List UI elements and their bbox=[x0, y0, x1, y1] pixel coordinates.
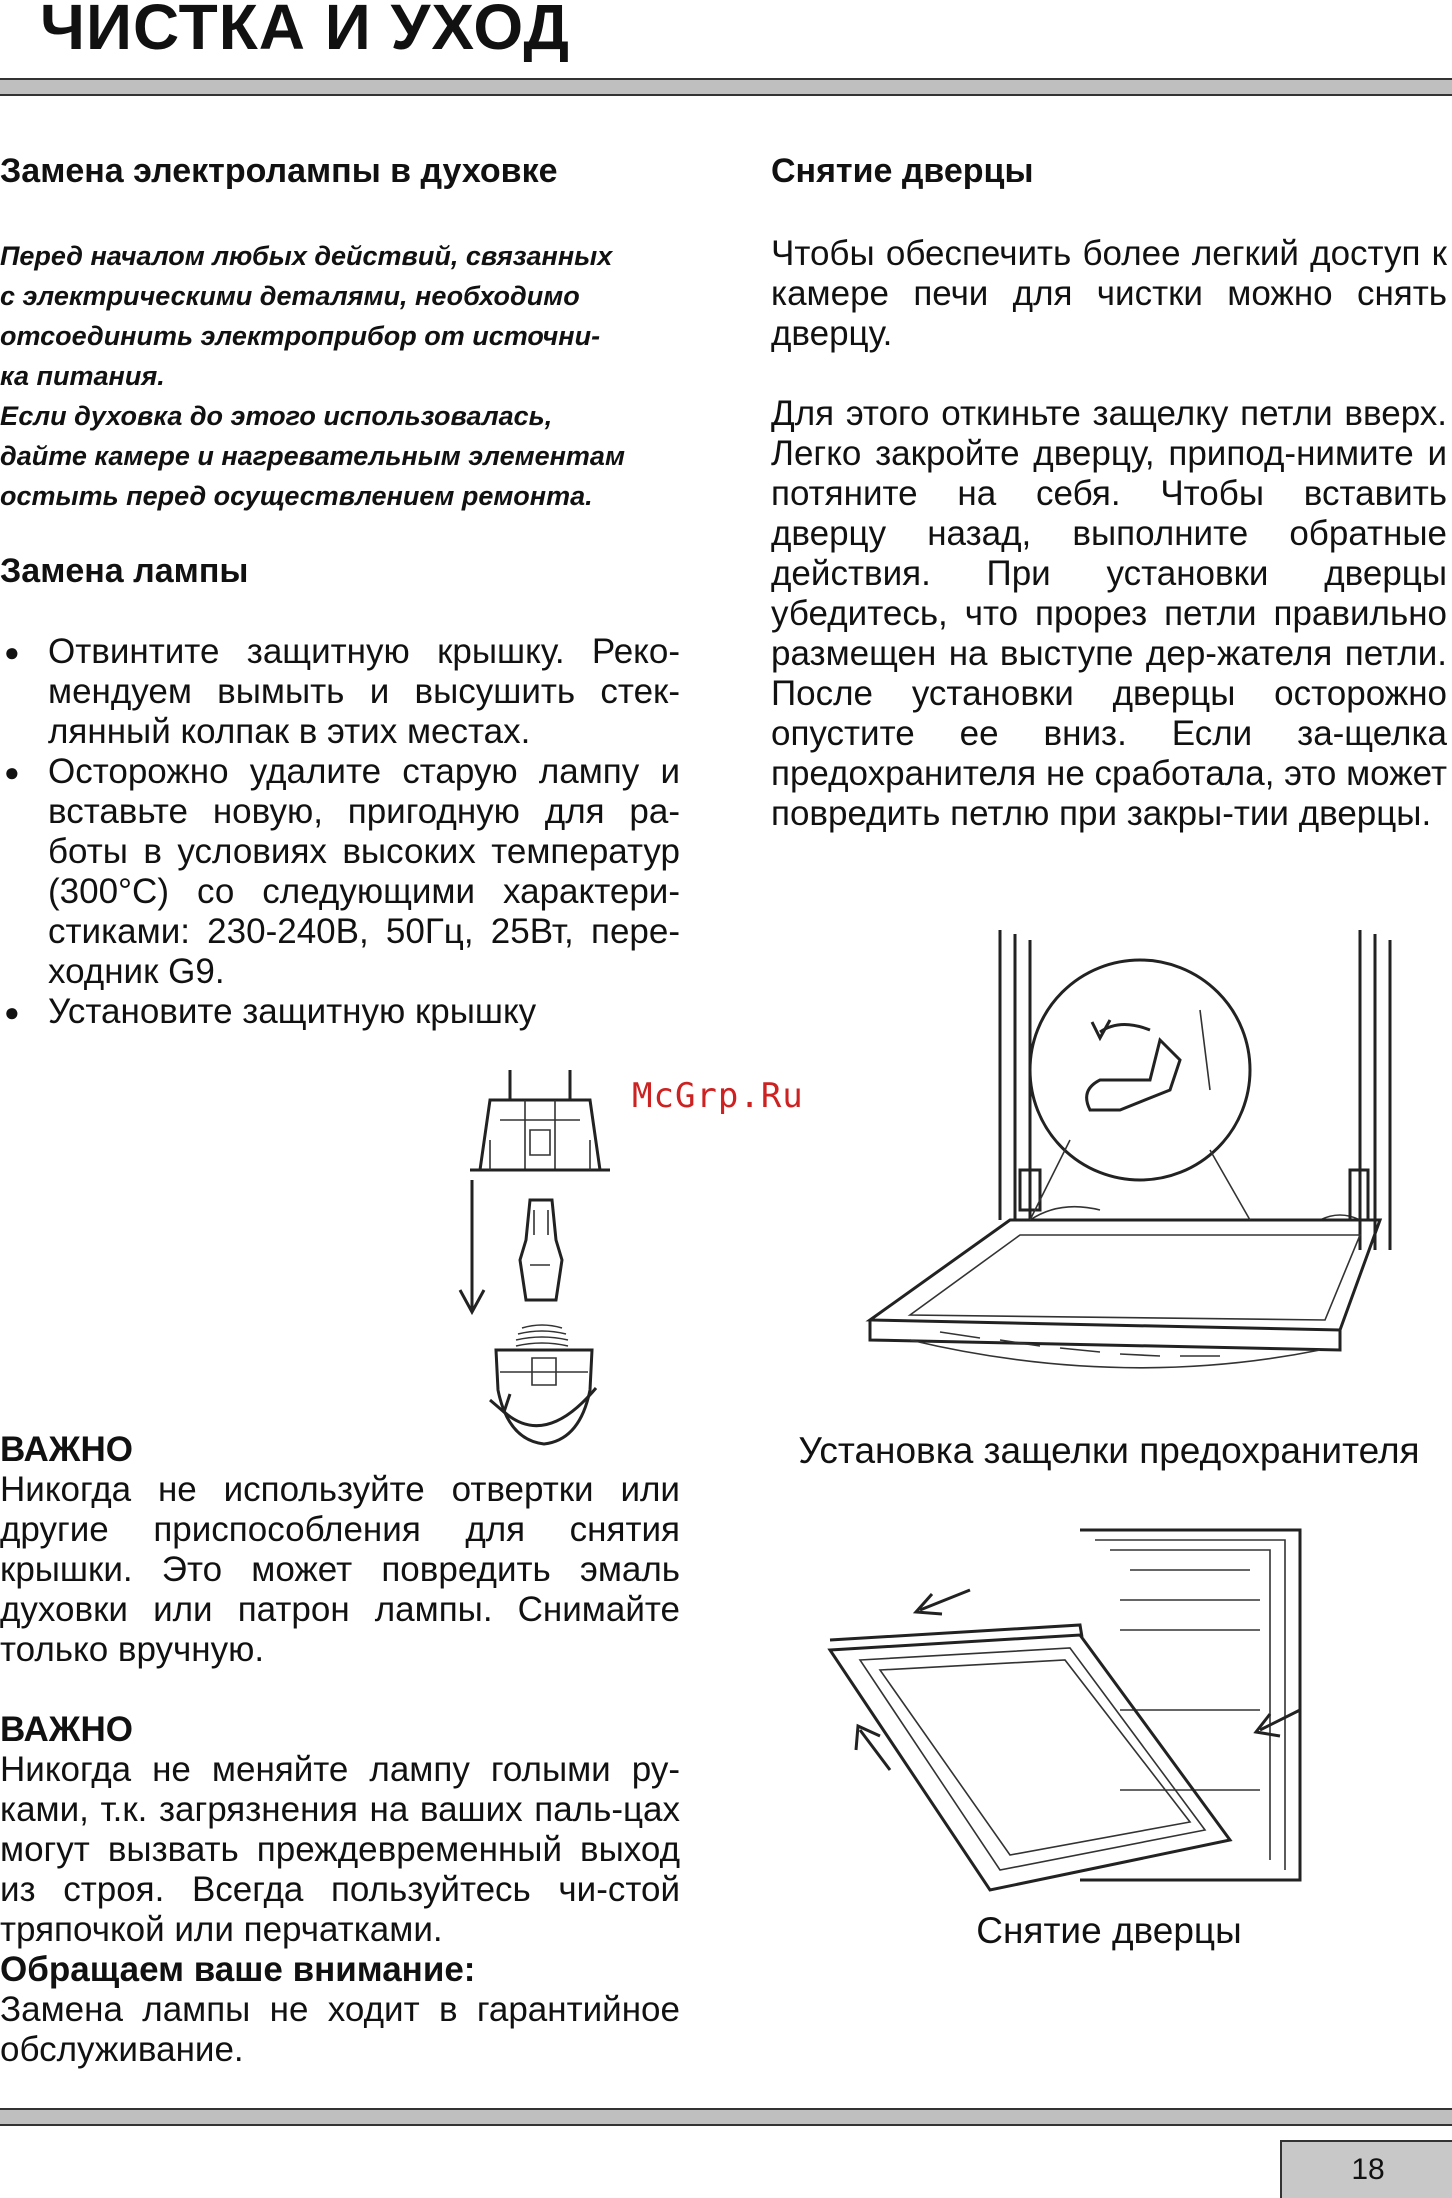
step-text: Осторожно удалите старую лампу и вставьте новую, пригодную для ра-боты в условиях высоких температур (300°С) со следующими характери-стиками: 230-240В, 50Гц, 25Вт, пере-ходник G9. bbox=[48, 752, 680, 991]
warning-line: с электрическими деталями, необходимо bbox=[0, 281, 580, 311]
lamp-steps-list bbox=[0, 632, 680, 1032]
warning-line: дайте камере и нагревательным элементам bbox=[0, 441, 625, 471]
safety-warning bbox=[0, 236, 680, 516]
list-item bbox=[0, 752, 680, 992]
important-text: Никогда не используйте отвертки или другие приспособления для снятия крышки. Это может повредить эмаль духовки или патрон лампы. Снимайте только вручную. bbox=[0, 1470, 680, 1669]
important-text: Никогда не меняйте лампу голыми ру-ками, т.к. загрязнения на ваших паль-цах могут вызвать преждевременный выход из строя. Всегда пользуйтесь чи-стой тряпочкой или перчатками. bbox=[0, 1750, 680, 1949]
attention-text: Замена лампы не ходит в гарантийное обслуживание. bbox=[0, 1990, 680, 2069]
warning-line: ка питания. bbox=[0, 361, 165, 391]
warning-line: Перед началом любых действий, связанных bbox=[0, 241, 613, 271]
header-rule bbox=[0, 78, 1452, 96]
bullet-icon: ● bbox=[4, 757, 20, 787]
section-heading-door-removal: Снятие дверцы bbox=[771, 152, 1034, 190]
lamp-replacement-illustration bbox=[430, 1060, 660, 1460]
page-title: ЧИСТКА И УХОД bbox=[40, 0, 570, 63]
important-title: ВАЖНО bbox=[0, 1430, 133, 1469]
caption-latch: Установка защелки предохранителя bbox=[798, 1430, 1420, 1471]
door-removal-illustration bbox=[820, 1510, 1410, 1910]
step-text: Установите защитную крышку bbox=[48, 992, 537, 1031]
watermark-text: McGrp.Ru bbox=[632, 1076, 804, 1116]
important-title: ВАЖНО bbox=[0, 1710, 133, 1749]
important-note-1 bbox=[0, 1430, 680, 1670]
caption-door-removal: Снятие дверцы bbox=[976, 1910, 1242, 1951]
important-note-2 bbox=[0, 1710, 680, 2070]
footer-rule bbox=[0, 2108, 1452, 2126]
list-item bbox=[0, 632, 680, 752]
page-number: 18 bbox=[1280, 2140, 1452, 2198]
warning-line: Если духовка до этого использовалась, bbox=[0, 401, 553, 431]
list-item bbox=[0, 992, 680, 1032]
step-text: Отвинтите защитную крышку. Реко-мендуем вымыть и высушить стек-лянный колпак в этих местах. bbox=[48, 632, 680, 751]
subheading-lamp: Замена лампы bbox=[0, 552, 249, 590]
attention-title: Обращаем ваше внимание: bbox=[0, 1950, 476, 1989]
bullet-icon: ● bbox=[4, 637, 20, 667]
door-intro-paragraph: Чтобы обеспечить более легкий доступ к камере печи для чистки можно снять дверцу. bbox=[771, 234, 1447, 353]
hinge-latch-illustration bbox=[820, 920, 1410, 1420]
door-instructions-paragraph: Для этого откиньте защелку петли вверх. Легко закройте дверцу, припод-нимите и потяните на себя. Чтобы вставить дверцу назад, выполните обратные действия. При установки дверцы убедитесь, что прорез петли правильно размещен на выступе дер-жателя петли. После установки дверцы осторожно опустите ее вниз. Если за-щелка предохранителя не сработала, это может повредить петлю при закры-тии дверцы. bbox=[771, 394, 1447, 833]
bullet-icon: ● bbox=[4, 997, 20, 1027]
section-heading-lamp-replacement: Замена электролампы в духовке bbox=[0, 152, 558, 190]
warning-line: отсоединить электроприбор от источни- bbox=[0, 321, 601, 351]
warning-line: остыть перед осуществлением ремонта. bbox=[0, 481, 593, 511]
